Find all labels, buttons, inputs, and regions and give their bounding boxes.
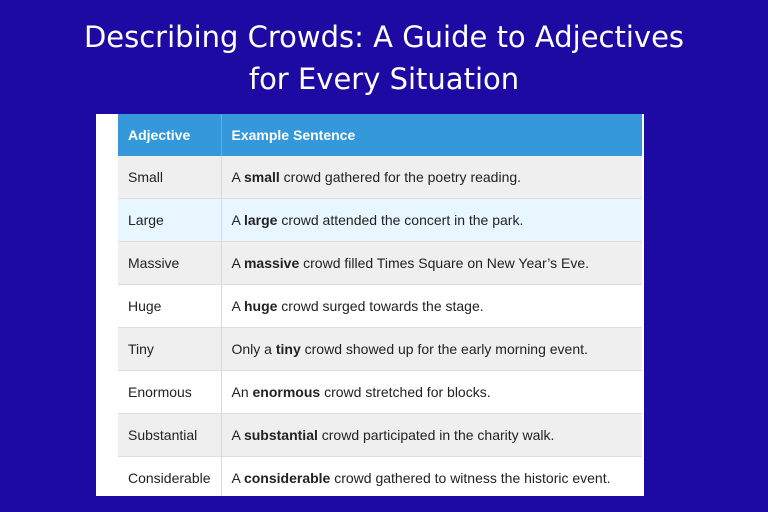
table-row: [118, 457, 642, 497]
example-adjective: huge: [243, 298, 278, 314]
column-header-example-sentence: Example Sentence: [221, 114, 642, 156]
adjective-cell: Small: [118, 156, 221, 199]
example-adjective: massive: [243, 255, 300, 271]
adjective-cell: Substantial: [118, 414, 221, 457]
example-suffix: crowd gathered for the poetry reading.: [279, 169, 522, 185]
example-adjective: small: [243, 169, 280, 185]
example-prefix: Only a: [231, 341, 276, 357]
example-prefix: A: [231, 212, 244, 228]
example-suffix: crowd gathered to witness the historic event.: [330, 470, 611, 486]
adjective-cell: Massive: [118, 242, 221, 285]
page-title: [0, 16, 768, 100]
column-header-adjective: Adjective: [118, 114, 221, 156]
adjective-cell: Enormous: [118, 371, 221, 414]
example-prefix: A: [231, 255, 244, 271]
example-cell: [221, 457, 642, 497]
example-suffix: crowd participated in the charity walk.: [317, 427, 555, 443]
example-cell: [221, 371, 642, 414]
example-adjective: enormous: [252, 384, 321, 400]
title-line-2: for Every Situation: [248, 62, 520, 96]
example-cell: [221, 199, 642, 242]
adjectives-table: [118, 114, 642, 496]
adjective-cell: Huge: [118, 285, 221, 328]
example-suffix: crowd filled Times Square on New Year’s Eve.: [299, 255, 589, 271]
table-row: [118, 199, 642, 242]
example-cell: [221, 242, 642, 285]
example-cell: [221, 414, 642, 457]
example-cell: [221, 156, 642, 199]
example-adjective: tiny: [275, 341, 301, 357]
table-row: [118, 285, 642, 328]
table-row: [118, 242, 642, 285]
example-prefix: A: [231, 470, 244, 486]
title-line-1: Describing Crowds: A Guide to Adjectives: [83, 20, 685, 54]
example-suffix: crowd showed up for the early morning event.: [300, 341, 588, 357]
example-prefix: A: [231, 169, 244, 185]
example-suffix: crowd stretched for blocks.: [320, 384, 491, 400]
example-prefix: A: [231, 298, 244, 314]
example-adjective: large: [243, 212, 278, 228]
table-row: [118, 414, 642, 457]
example-cell: [221, 285, 642, 328]
example-prefix: An: [231, 384, 253, 400]
table-header-row: [118, 114, 642, 156]
table-row: [118, 156, 642, 199]
example-suffix: crowd attended the concert in the park.: [277, 212, 524, 228]
adjective-cell: Tiny: [118, 328, 221, 371]
table-card: [96, 114, 644, 496]
example-cell: [221, 328, 642, 371]
table-row: [118, 328, 642, 371]
adjective-cell: Considerable: [118, 457, 221, 497]
example-prefix: A: [231, 427, 244, 443]
adjective-cell: Large: [118, 199, 221, 242]
example-adjective: considerable: [243, 470, 331, 486]
table-row: [118, 371, 642, 414]
example-adjective: substantial: [243, 427, 318, 443]
example-suffix: crowd surged towards the stage.: [277, 298, 484, 314]
